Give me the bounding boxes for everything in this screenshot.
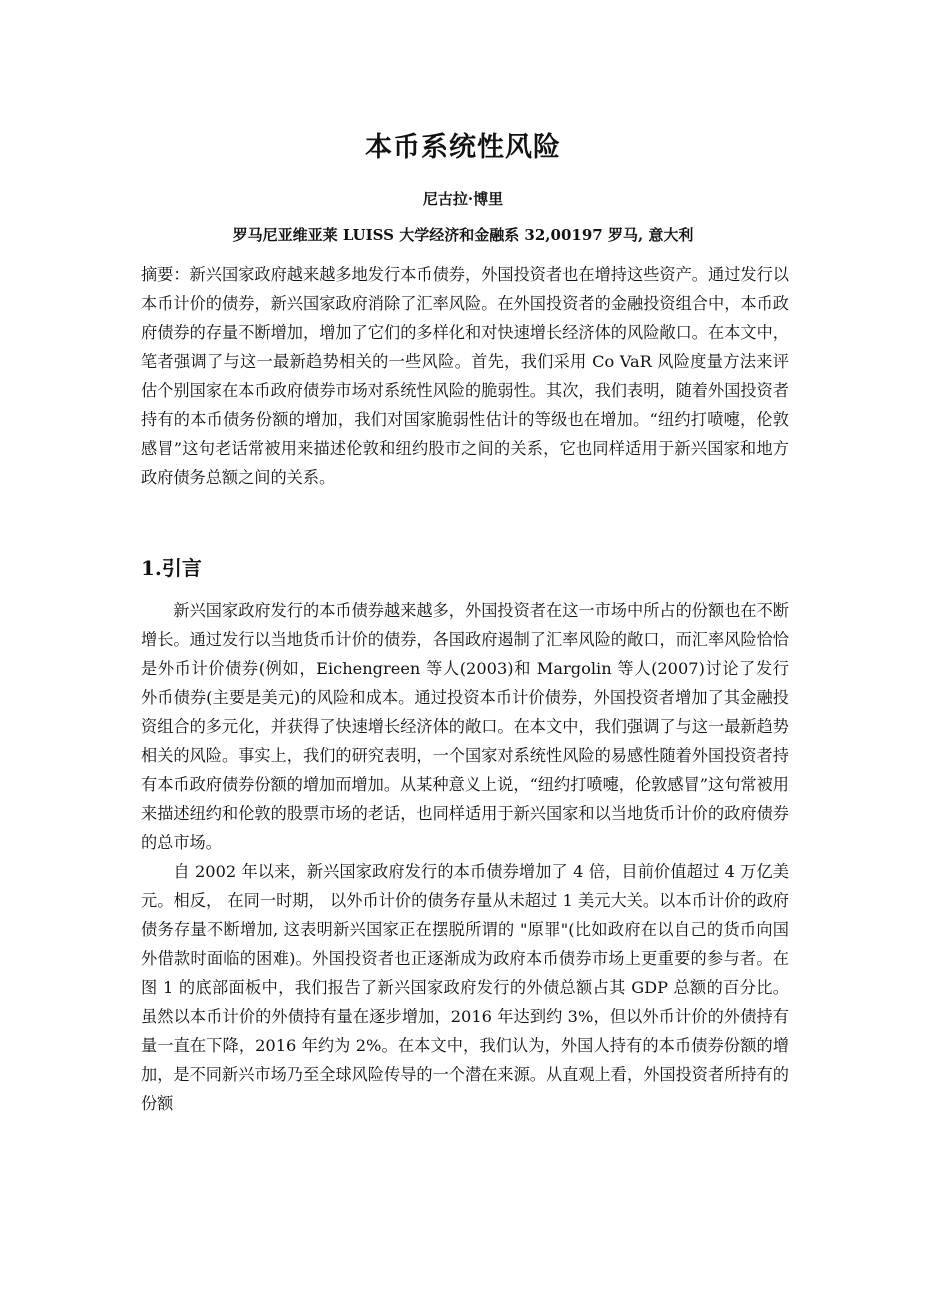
abstract: 摘要：新兴国家政府越来越多地发行本币债券，外国投资者也在增持这些资产。通过发行以本币计价的债券，新兴国家政府消除了汇率风险。在外国投资者的金融投资组合中，本币政府债券的存量不断增加，增加了它们的多样化和对快速增长经济体的风险敞口。在本文中，笔者强调了与这一最新趋势相关的一些风险。首先，我们采用 Co VaR 风险度量方法来评估个别国家在本币政府债券市场对系统性风险的脆弱性。其次，我们表明，随着外国投资者持有的本币债务份额的增加，我们对国家脆弱性估计的等级也在增加。“纽约打喷嚏，伦敦感冒”这句老话常被用来描述伦敦和纽约股市之间的关系，它也同样适用于新兴国家和地方政府债务总额之间的关系。	[141, 265, 789, 487]
section-heading: 1.引言	[141, 556, 202, 580]
author-affiliation: 罗马尼亚维亚莱 LUISS 大学经济和金融系 32,00197 罗马, 意大利	[232, 226, 694, 244]
introduction-body	[141, 596, 789, 1118]
paragraph: 新兴国家政府发行的本币债券越来越多，外国投资者在这一市场中所占的份额也在不断增长。通过发行以当地货币计价的债券，各国政府遏制了汇率风险的敞口，而汇率风险恰恰是外币计价债券(例如，Eichengreen 等人(2003)和 Margolin 等人(2007)讨论了发行外币债券(主要是美元)的风险和成本。通过投资本币计价债券，外国投资者增加了其金融投资组合的多元化，并获得了快速增长经济体的敞口。在本文中，我们强调了与这一最新趋势相关的风险。事实上，我们的研究表明，一个国家对系统性风险的易感性随着外国投资者持有本币政府债券份额的增加而增加。从某种意义上说，“纽约打喷嚏，伦敦感冒”这句常被用来描述纽约和伦敦的股票市场的老话，也同样适用于新兴国家和以当地货币计价的政府债券的总市场。	[141, 601, 789, 852]
author-name: 尼古拉·博里	[422, 190, 504, 208]
paper-title: 本币系统性风险	[365, 132, 561, 163]
paragraph: 自 2002 年以来，新兴国家政府发行的本币债券增加了 4 倍，目前价值超过 4 万亿美元。相反， 在同一时期， 以外币计价的债务存量从未超过 1 美元大关。以本币计价的政府债务存量不断增加, 这表明新兴国家正在摆脱所谓的 "原罪"(比如政府在以自己的货币向国外借款时面临的困难)。外国投资者也正逐渐成为政府本币债券市场上更重要的参与者。在图 1 的底部面板中，我们报告了新兴国家政府发行的外债总额占其 GDP 总额的百分比。虽然以本币计价的外债持有量在逐步增加，2016 年达到约 3%，但以外币计价的外债持有量一直在下降，2016 年约为 2%。在本文中，我们认为，外国人持有的本币债券份额的增加，是不同新兴市场乃至全球风险传导的一个潜在来源。从直观上看，外国投资者所持有的份额	[141, 862, 789, 1113]
